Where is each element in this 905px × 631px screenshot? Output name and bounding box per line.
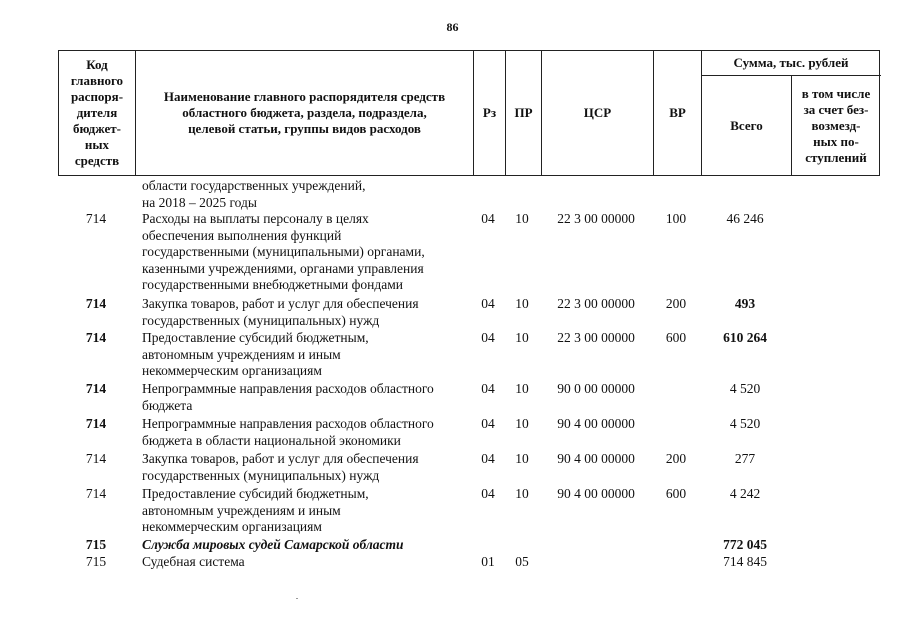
row-kod: 715 xyxy=(85,554,107,569)
row-csr: 22 3 00 00000 xyxy=(557,211,635,226)
row-pr: 10 xyxy=(515,330,529,345)
row-vr: 100 xyxy=(665,211,687,226)
row-csr: 90 4 00 00000 xyxy=(557,416,635,431)
row-rz: 04 xyxy=(481,486,495,501)
header-pr: ПР xyxy=(514,105,533,120)
row-name: Судебная система xyxy=(142,554,245,569)
row-kod: 714 xyxy=(85,330,107,345)
row-sum: 493 xyxy=(734,296,756,311)
row-sum: 46 246 xyxy=(726,211,764,226)
row-pr: 05 xyxy=(515,554,529,569)
row-pr: 10 xyxy=(515,416,529,431)
row-csr: 22 3 00 00000 xyxy=(557,330,635,345)
row-rz: 04 xyxy=(481,416,495,431)
row-rz: 04 xyxy=(481,451,495,466)
table-header xyxy=(58,50,880,176)
row-vr: 600 xyxy=(665,486,687,501)
header-summa: Сумма, тыс. рублей xyxy=(733,55,849,70)
page-number: 86 xyxy=(446,20,459,34)
row-csr: 90 4 00 00000 xyxy=(557,451,635,466)
row-kod: 714 xyxy=(85,451,107,466)
row-sum: 277 xyxy=(734,451,756,466)
row-pr: 10 xyxy=(515,211,529,226)
row-name: Закупка товаров, работ и услуг для обеспечения государственных (муниципальных) нужд xyxy=(142,296,419,328)
row-pr: 10 xyxy=(515,296,529,311)
row-pr: 10 xyxy=(515,451,529,466)
row-name: Предоставление субсидий бюджетным, автономным учреждениям и иным некоммерческим организациям xyxy=(142,330,369,378)
header-vr: ВР xyxy=(669,105,686,120)
header-kod: Код главного распоря- дителя бюджет- ных средств xyxy=(70,57,124,168)
row-kod: 714 xyxy=(85,381,107,396)
row-sum: 610 264 xyxy=(723,330,767,345)
header-vsego: Всего xyxy=(730,117,763,133)
row-vr: 200 xyxy=(665,451,687,466)
row-sum: 4 520 xyxy=(729,381,761,396)
row-sum: 4 520 xyxy=(729,416,761,431)
row-rz: 04 xyxy=(481,330,495,345)
row-csr: 90 0 00 00000 xyxy=(557,381,635,396)
row-kod: 714 xyxy=(85,211,107,226)
row-rz: 04 xyxy=(481,211,495,226)
row-kod: 714 xyxy=(85,296,107,311)
row-csr: 90 4 00 00000 xyxy=(557,486,635,501)
row-kod: 715 xyxy=(85,537,107,552)
row-vr: 600 xyxy=(665,330,687,345)
row-csr: 22 3 00 00000 xyxy=(557,296,635,311)
header-name: Наименование главного распорядителя средств областного бюджета, раздела, подраздела, целевой статьи, группы видов расходов xyxy=(163,89,446,136)
row-rz: 04 xyxy=(481,296,495,311)
row-sum: 772 045 xyxy=(723,537,767,552)
row-kod: 714 xyxy=(85,486,107,501)
row-sum: 714 845 xyxy=(723,554,767,569)
row-name: Непрограммные направления расходов областного бюджета xyxy=(142,381,434,413)
row-name: области государственных учреждений, на 2018 – 2025 годы xyxy=(142,178,366,210)
row-name: Предоставление субсидий бюджетным, автономным учреждениям и иным некоммерческим организациям xyxy=(142,486,369,534)
row-sum: 4 242 xyxy=(729,486,761,501)
row-pr: 10 xyxy=(515,486,529,501)
row-name: Служба мировых судей Самарской области xyxy=(142,537,404,552)
row-pr: 10 xyxy=(515,381,529,396)
row-rz: 04 xyxy=(481,381,495,396)
scan-speck xyxy=(296,598,298,599)
row-kod: 714 xyxy=(85,416,107,431)
row-rz: 01 xyxy=(481,554,495,569)
row-name: Расходы на выплаты персоналу в целях обеспечения выполнения функций государственными (муниципальными) органами, казенными учреждениями, органами управления государственными внебюджетными фондами xyxy=(142,211,425,292)
row-name: Закупка товаров, работ и услуг для обеспечения государственных (муниципальных) нужд xyxy=(142,451,419,483)
row-vr: 200 xyxy=(665,296,687,311)
header-bezvozm: в том числе за счет без- возмезд- ных по- ступлений xyxy=(801,85,871,165)
header-rz: Рз xyxy=(482,105,497,120)
row-name: Непрограммные направления расходов областного бюджета в области национальной экономики xyxy=(142,416,434,448)
header-csr: ЦСР xyxy=(583,105,612,120)
